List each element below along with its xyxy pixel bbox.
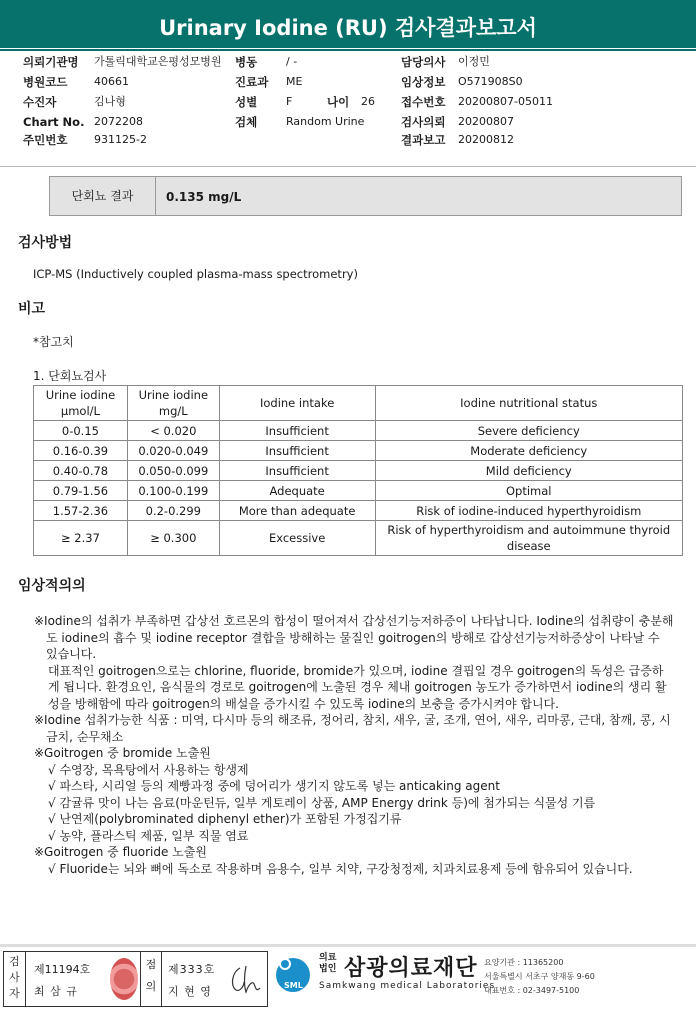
org-phone: 대표번호 : 02-3497-5100 (484, 986, 580, 995)
table-cell: 0.050-0.099 (127, 461, 219, 481)
info-row (23, 132, 223, 148)
info-row (401, 132, 601, 148)
table-cell: 0.020-0.049 (127, 441, 219, 461)
org-address: 서울특별시 서초구 양재동 9-60 (484, 972, 595, 981)
table-cell: 0-0.15 (34, 421, 128, 441)
info-label: 접수번호 (401, 95, 446, 109)
result-box (49, 176, 682, 216)
info-value: 931125-2 (94, 133, 147, 146)
table-cell: More than adequate (219, 501, 375, 521)
org-english-name: Samkwang medical Laboratories (319, 981, 496, 991)
clinical-paragraph: ※Goitrogen 중 fluoride 노출원 (34, 845, 207, 859)
info-row (23, 114, 223, 130)
physician-name: 지 현 영 (168, 985, 212, 998)
clinical-paragraph: ※Iodine의 섭취가 부족하면 갑상선 호르몬의 합성이 떨어져서 갑상선기능저하증이 나타납니다. Iodine의 섭취량이 충분해도 iodine의 흡수 및 iodine receptor 결합을 방해하는 물질인 goitrogen의 방해로 갑상선기능저하증상이 나타날 수 있습니다. (34, 614, 674, 661)
table-cell: Optimal (375, 481, 682, 501)
info-value: 20200812 (458, 133, 514, 146)
table-cell: Mild deficiency (375, 461, 682, 481)
info-row (23, 54, 223, 70)
result-value: 0.135 mg/L (166, 190, 242, 204)
table-cell: 0.100-0.199 (127, 481, 219, 501)
table-row (34, 501, 683, 521)
table-cell: Adequate (219, 481, 375, 501)
reference-note: *참고치 (33, 335, 74, 349)
table-cell: Risk of hyperthyroidism and autoimmune thyroid disease (375, 521, 682, 556)
header-text: Urine iodine (45, 388, 116, 402)
table-row (34, 421, 683, 441)
vertical-label: 점의 (145, 958, 157, 993)
info-value: O571908S0 (458, 75, 523, 88)
info-row (23, 74, 223, 90)
info-label: 의뢰기관명 (23, 55, 79, 69)
table-cell: 1.57-2.36 (34, 501, 128, 521)
physician-label (140, 952, 162, 1006)
table-cell: ≥ 0.300 (127, 521, 219, 556)
table-cell: Insufficient (219, 441, 375, 461)
org-prefix-text: 법인 (319, 964, 337, 974)
age-value: 26 (361, 95, 375, 108)
header-text: mg/L (158, 404, 188, 418)
org-prefix (319, 953, 339, 975)
sex-label: 성별 (235, 95, 258, 109)
info-label: 결과보고 (401, 133, 446, 147)
info-value: 김나형 (94, 95, 126, 108)
table-cell: Insufficient (219, 421, 375, 441)
specimen-label: 검체 (235, 115, 258, 129)
list-item: √ Fluoride는 뇌와 뼈에 독소로 작용하며 음용수, 일부 치약, 구강청정제, 치과치료용제 등에 함유되어 있습니다. (48, 861, 633, 876)
table-title: 1. 단회뇨검사 (33, 369, 107, 383)
inspector-license: 제11194호 (34, 963, 91, 976)
table-cell: 0.2-0.299 (127, 501, 219, 521)
table-row (34, 461, 683, 481)
info-row (401, 114, 601, 130)
header-text: Urine iodine (138, 388, 209, 402)
dept-label: 진료과 (235, 75, 269, 89)
age-label: 나이 (327, 95, 350, 109)
seal-stamp (110, 958, 138, 1000)
ward-value: / - (286, 55, 298, 68)
table-cell: Insufficient (219, 461, 375, 481)
list-item: √ 난연제(polybrominated diphenyl ether)가 포함된 가정집기류 (48, 812, 402, 826)
list-item: √ 감귤류 맛이 나는 음료(마운틴듀, 일부 게토레이 상품, AMP Energy drink 등)에 첨가되는 식물성 기름 (48, 795, 596, 810)
header-text: μmol/L (60, 404, 100, 418)
table-cell: < 0.020 (127, 421, 219, 441)
reference-table (33, 385, 683, 556)
report-title: Urinary Iodine (RU) 검사결과보고서 (0, 0, 696, 48)
col-header-status: Iodine nutritional status (375, 386, 682, 421)
clinical-paragraph: ※Goitrogen 중 bromide 노출원 (34, 746, 211, 760)
org-contact (484, 956, 595, 998)
clinical-heading: 임상적의의 (18, 578, 86, 594)
vertical-label: 검사자 (9, 955, 20, 1000)
info-label: 담당의사 (401, 55, 446, 69)
info-value: 40661 (94, 75, 129, 88)
info-value: 가톨릭대학교은평성모병원 (94, 55, 222, 68)
org-prefix-text: 의료 (319, 953, 337, 963)
info-label: 주민번호 (23, 133, 68, 147)
table-header-row (34, 386, 683, 421)
physician-license: 제333호 (168, 963, 216, 976)
clinical-paragraph: ※Iodine 섭취가능한 식품 : 미역, 다시마 등의 해조류, 정어리, 참치, 새우, 굴, 조개, 연어, 새우, 리마콩, 근대, 참깨, 콩, 시금치, 순무채소 (34, 713, 671, 744)
table-row (34, 441, 683, 461)
info-value: 이정민 (458, 55, 490, 68)
table-cell: 0.40-0.78 (34, 461, 128, 481)
info-row (401, 74, 601, 90)
divider (0, 166, 696, 167)
table-cell: ≥ 2.37 (34, 521, 128, 556)
table-row (34, 481, 683, 501)
col-header-umol (34, 386, 128, 421)
remarks-heading: 비고 (18, 301, 46, 317)
info-label: 수진자 (23, 95, 57, 109)
info-label: Chart No. (23, 115, 85, 129)
footer-divider (0, 944, 696, 947)
list-item: √ 수영장, 목욕탕에서 사용하는 항생제 (48, 762, 249, 777)
list-item: √ 파스타, 시리얼 등의 제빵과정 중에 덩어리가 생기지 않도록 넣는 anticaking agent (48, 779, 500, 793)
table-cell: 0.79-1.56 (34, 481, 128, 501)
dept-value: ME (286, 75, 303, 88)
specimen-value: Random Urine (286, 115, 365, 128)
table-cell: Excessive (219, 521, 375, 556)
signature-box (3, 951, 268, 1007)
list-item: √ 농약, 플라스틱 제품, 일부 직물 염료 (48, 828, 249, 843)
signature-icon (226, 962, 262, 996)
result-label: 단회뇨 결과 (50, 177, 156, 215)
table-row (34, 521, 683, 556)
patient-info (23, 54, 686, 150)
info-value: 20200807 (458, 115, 514, 128)
info-row (23, 94, 223, 110)
table-cell: 0.16-0.39 (34, 441, 128, 461)
info-label: 병원코드 (23, 75, 68, 89)
table-cell: Risk of iodine-induced hyperthyroidism (375, 501, 682, 521)
org-code: 요양기관 : 11365200 (484, 958, 564, 967)
info-label: 검사의뢰 (401, 115, 446, 129)
inspector-label (4, 952, 26, 1006)
ward-label: 병동 (235, 55, 258, 69)
logo-text: SML (284, 981, 303, 990)
info-value: 20200807-05011 (458, 95, 553, 108)
method-heading: 검사방법 (18, 235, 73, 251)
table-cell: Severe deficiency (375, 421, 682, 441)
table-cell: Moderate deficiency (375, 441, 682, 461)
info-row (401, 54, 601, 70)
info-row (401, 94, 601, 110)
inspector-name: 최 삼 규 (34, 985, 78, 998)
org-korean-name: 삼광의료재단 (344, 956, 478, 981)
method-text: ICP-MS (Inductively coupled plasma-mass spectrometry) (33, 267, 358, 281)
info-value: 2072208 (94, 115, 143, 128)
col-header-intake: Iodine intake (219, 386, 375, 421)
sex-value: F (286, 95, 293, 108)
clinical-paragraph: 대표적인 goitrogen으로는 chlorine, fluoride, bromide가 있으며, iodine 결핍일 경우 goitrogen의 독성은 급증하게 됩니다. 환경요인, 음식물의 경로로 goitrogen에 노출된 경우 체내 goitrogen 농도가 증가하면서 iodine의 생리 활성을 방해함에 따라 goitrogen의 배설을 증가시킬 수 있도록 iodine의 보충을 증가시켜야 합니다. (48, 663, 667, 711)
clinical-text (34, 613, 674, 877)
info-label: 임상정보 (401, 75, 446, 89)
col-header-mgl (127, 386, 219, 421)
